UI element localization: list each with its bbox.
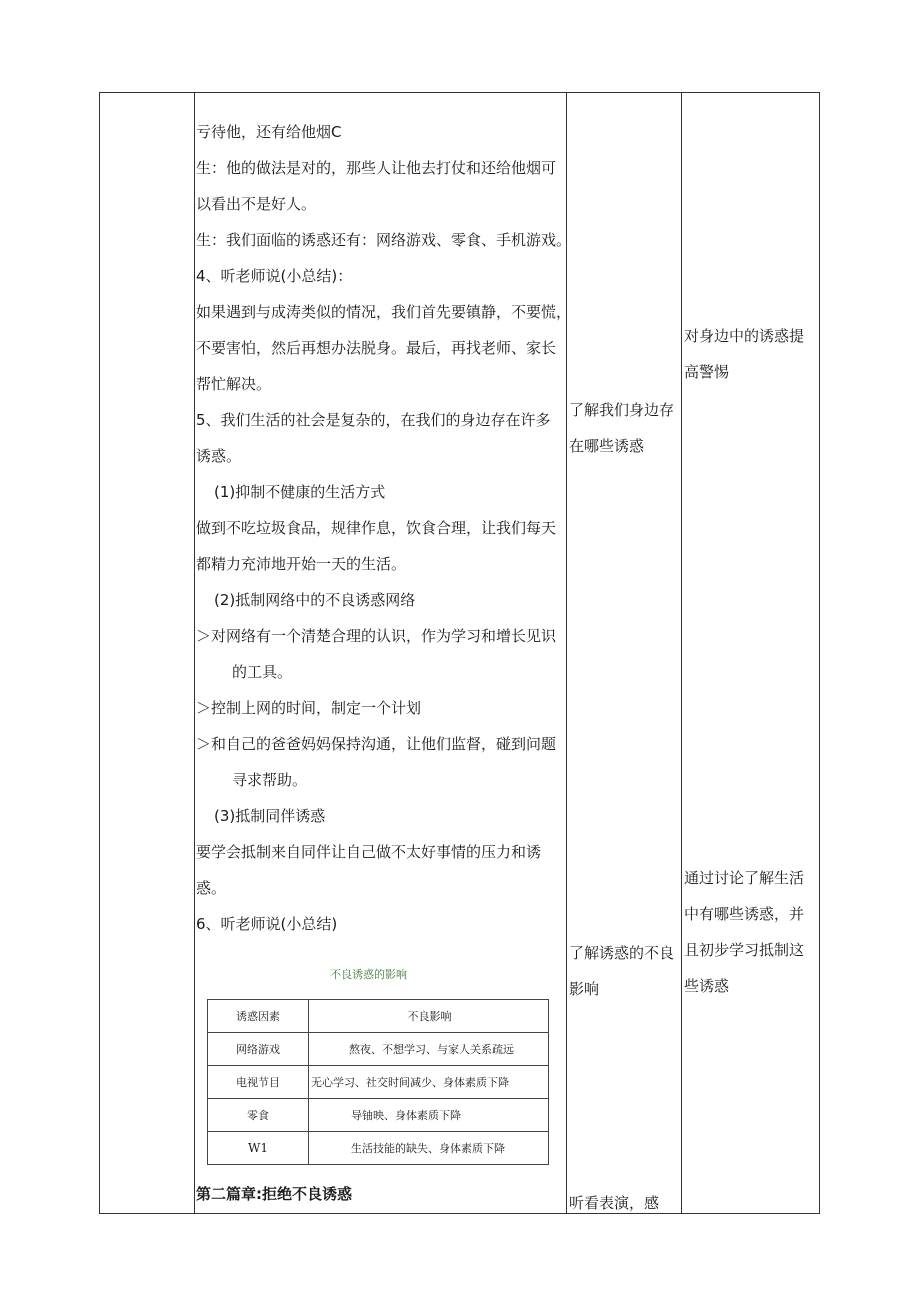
activity-cell [569, 943, 681, 1015]
intent-line: 高警惕 [684, 363, 730, 381]
intent-line: 通过讨论了解生活 [684, 869, 805, 887]
column-divider-2 [566, 92, 567, 1214]
intent-cell [684, 868, 818, 1012]
table-cell: 电视节目 [208, 1066, 309, 1099]
process-line: 帮忙解决。 [196, 375, 272, 393]
activity-line: 影响 [569, 980, 600, 998]
process-subheading: (3)抵制同伴诱惑 [214, 807, 326, 825]
activity-cell [569, 400, 681, 472]
table-header-cell: 不良影响 [309, 1000, 549, 1033]
table-cell: 熬夜、不想学习、与家人关系疏远 [309, 1033, 549, 1066]
influence-table [207, 999, 549, 1165]
process-subheading: (1)抑制不健康的生活方式 [214, 483, 386, 501]
process-line: 要学会抵制来自同伴让自己做不太好事情的压力和诱 [196, 843, 542, 861]
table-cell: 导铀映、身体素质下降 [309, 1099, 549, 1132]
bullet-line: ＞对网络有一个清楚合理的认识，作为学习和增长见识 [196, 627, 557, 645]
intent-line: 中有哪些诱惑，并 [684, 905, 805, 923]
process-line: 诱惑。 [196, 447, 242, 465]
intent-cell [684, 326, 818, 398]
process-line: 5、我们生活的社会是复杂的，在我们的身边存在许多 [196, 411, 551, 429]
activity-cell [569, 1193, 681, 1229]
process-line: 亏待他，还有给他烟C [196, 123, 342, 141]
process-line: 生：他的做法是对的，那些人让他去打仗和还给他烟可 [196, 159, 557, 177]
table-header-cell: 诱惑因素 [208, 1000, 309, 1033]
table-row [208, 1033, 549, 1066]
activity-line: 听看表演，感 [569, 1194, 660, 1212]
intent-line: 对身边中的诱惑提 [684, 327, 805, 345]
intent-line: 些诱惑 [684, 977, 730, 995]
table-cell: 零食 [208, 1099, 309, 1132]
bullet-line: ＞和自己的爸爸妈妈保持沟通，让他们监督，碰到问题 [196, 735, 557, 753]
activity-line: 了解我们身边存 [569, 401, 675, 419]
table-cell: W1 [208, 1132, 309, 1165]
table-row [208, 1099, 549, 1132]
activity-line: 了解诱惑的不良 [569, 944, 675, 962]
process-line: 不要害怕，然后再想办法脱身。最后，再找老师、家长 [196, 339, 557, 357]
inner-table-title: 不良诱惑的影响 [330, 968, 407, 981]
table-cell: 网络游戏 [208, 1033, 309, 1066]
process-subheading: (2)抵制网络中的不良诱惑网络 [214, 591, 416, 609]
activity-line: 在哪些诱惑 [569, 437, 645, 455]
table-header-row [208, 1000, 549, 1033]
table-cell: 无心学习、社交时间减少、身体素质下降 [309, 1066, 549, 1099]
table-cell: 生活技能的缺失、身体素质下降 [309, 1132, 549, 1165]
process-line: 做到不吃垃圾食品，规律作息，饮食合理，让我们每天 [196, 519, 557, 537]
table-row [208, 1132, 549, 1165]
column-divider-1 [194, 92, 195, 1214]
column-divider-3 [681, 92, 682, 1214]
bullet-line: ＞控制上网的时间，制定一个计划 [196, 699, 422, 717]
intent-line: 且初步学习抵制这 [684, 941, 805, 959]
section-title: 第二篇章:拒绝不良诱惑 [196, 1185, 352, 1203]
process-line: 都精力充沛地开始一天的生活。 [196, 555, 407, 573]
process-line: 如果遇到与成涛类似的情况，我们首先要镇静，不要慌， [196, 303, 572, 321]
process-line: 以看出不是好人。 [196, 195, 317, 213]
process-line: 6、听老师说(小总结) [196, 915, 338, 933]
table-row [208, 1066, 549, 1099]
process-line: 4、听老师说(小总结)： [196, 267, 353, 285]
bullet-continuation: 寻求帮助。 [232, 771, 308, 789]
process-line: 惑。 [196, 879, 227, 897]
process-line: 生：我们面临的诱惑还有：网络游戏、零食、手机游戏。 [196, 231, 572, 249]
bullet-continuation: 的工具。 [232, 663, 293, 681]
